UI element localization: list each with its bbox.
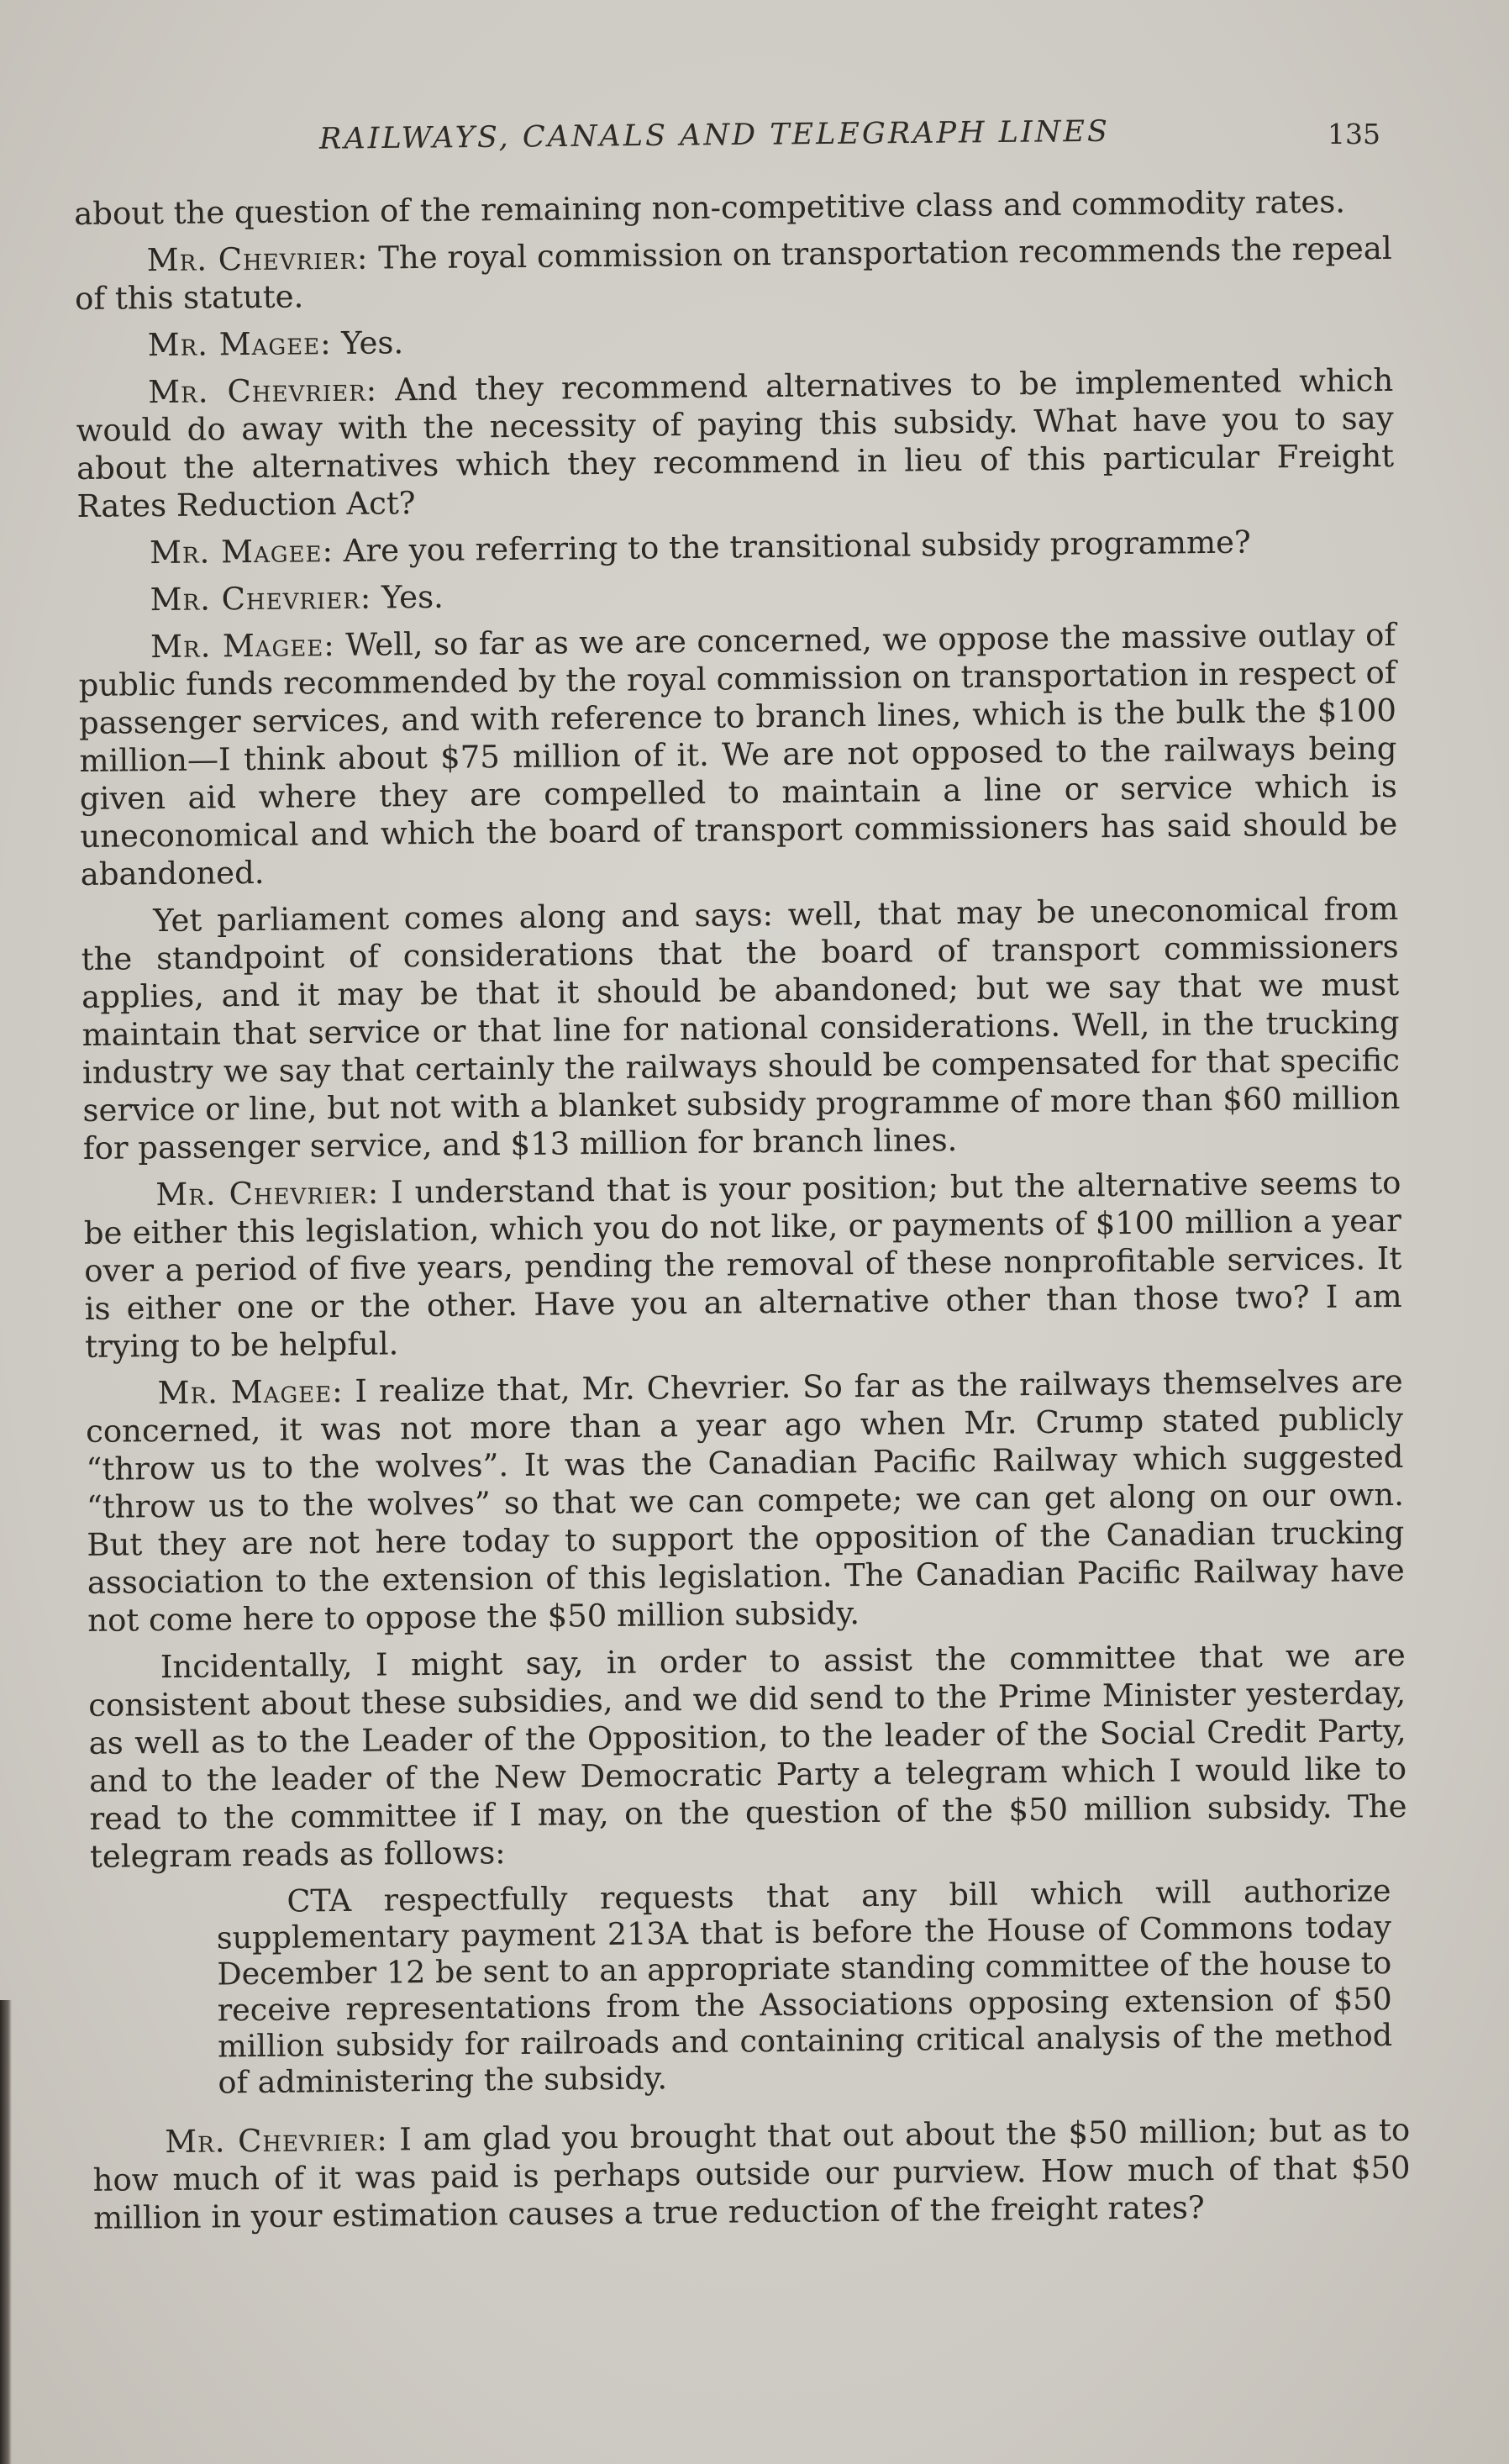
paragraph — [77, 569, 1395, 619]
page-body — [74, 182, 1411, 2246]
paragraph-text: Yes. — [331, 324, 404, 362]
paragraph — [76, 361, 1395, 525]
speaker-name: Mr. Magee: — [147, 325, 332, 364]
paragraph-text: I understand that is your position; but the alternative seems to be either this legislation, which you do not like, or payments of $100 million a year over a period of five years, pending the removal of these nonprofitable services. It is either one or the other. Have you an alternative other than those two? I am trying to be helpful. — [83, 1164, 1402, 1365]
paragraph — [83, 1164, 1402, 1366]
telegram-quote: CTA respectfully requests that any bill which will authorize supplementary payment 213A that is before the House of Commons today December 12 be sent to an appropriate standing committee of the house to receive representations from the Associations opposing extension of $50 million subsidy for railroads and containing critical analysis of the method of administering the subsidy. — [216, 1872, 1393, 2101]
speaker-name: Mr. Magee: — [149, 533, 334, 571]
paragraph — [85, 1362, 1405, 1640]
paragraph-text: Are you referring to the transitional subsidy programme? — [333, 524, 1251, 570]
book-spine-shadow — [0, 2000, 12, 2464]
paragraph — [92, 2111, 1411, 2237]
speaker-name: Mr. Chevrier: — [150, 579, 372, 619]
paragraph — [75, 229, 1393, 318]
paragraph-text: I realize that, Mr. Chevrier. So far as the railways themselves are concerned, it was not more than a year ago when Mr. Crump stated publicly “throw us to the wolves”. It was the Canadian Pacific Railway which suggested “throw us to the wolves” so that we can compete; we can get along on our own. But they are not here today to support the opposition of the Canadian trucking association to the extension of this legislation. The Canadian Pacific Railway have not come here to oppose the $50 million subsidy. — [85, 1362, 1405, 1639]
running-head: RAILWAYS, CANALS AND TELEGRAPH LINES — [318, 114, 1111, 156]
paragraph-text: Yes. — [371, 578, 444, 616]
paragraph — [81, 890, 1401, 1167]
speaker-name: Mr. Chevrier: — [165, 2121, 388, 2161]
paragraph-text: about the question of the remaining non-competitive class and commodity rates. — [74, 183, 1346, 232]
paragraph-text: And they recommend alternatives to be implemented which would do away with the necessity of paying this subsidy. What have you to say about the alternatives which they recommend in lieu of this particular Freight Rates Reduction Act? — [76, 361, 1395, 524]
speaker-name: Mr. Chevrier: — [155, 1174, 380, 1214]
paragraph-text: Yet parliament comes along and says: well, that may be uneconomical from the standpoint of considerations that the board of transport commissioners applies, and it may be that it should be abandoned; but we say that we must maintain that service or that line for national considerations. Well, in the trucking industry we say that certainly the railways should be compensated for that specific service or line, but not with a blanket subsidy programme of more than $60 million for passenger service, and $13 million for branch lines. — [81, 890, 1401, 1166]
speaker-name: Mr. Magee: — [150, 627, 335, 666]
speaker-name: Mr. Chevrier: — [148, 371, 378, 411]
paragraph — [74, 182, 1391, 233]
speaker-name: Mr. Magee: — [157, 1372, 344, 1412]
page-number: 135 — [1328, 118, 1380, 150]
paragraph — [76, 314, 1393, 365]
paragraph — [78, 616, 1398, 893]
paragraph-text: Incidentally, I might say, in order to assist the committee that we are consistent about these subsidies, and we did send to the Prime Minister yesterday, as well as to the Leader of the Opposition, to the leader of the Social Credit Party, and to the leader of the New Democratic Party a telegram which I would like to read to the committee if I may, on the question of the $50 million subsidy. The telegram reads as follows: — [88, 1636, 1407, 1875]
paragraph — [77, 522, 1395, 572]
paragraph-text: I am glad you brought that out about the $50 million; but as to how much of it was paid is perhaps outside our purview. How much of that $50 million in your estimation causes a true reduction of the freight rates? — [92, 2111, 1411, 2236]
paragraph-text: Well, so far as we are concerned, we oppose the massive outlay of public funds recommended by the royal commission on transportation in respect of passenger services, and with reference to branch lines, which is the bulk the $100 million—I think about $75 million of it. We are not opposed to the railways being given aid where they are compelled to maintain a line or service which is uneconomical and which the board of transport commissioners has said should be abandoned. — [78, 616, 1398, 892]
paragraph-text: The royal commission on transportation recommends the repeal of this statute. — [74, 229, 1392, 317]
speaker-name: Mr. Chevrier: — [146, 240, 369, 279]
paragraph — [88, 1636, 1408, 1876]
